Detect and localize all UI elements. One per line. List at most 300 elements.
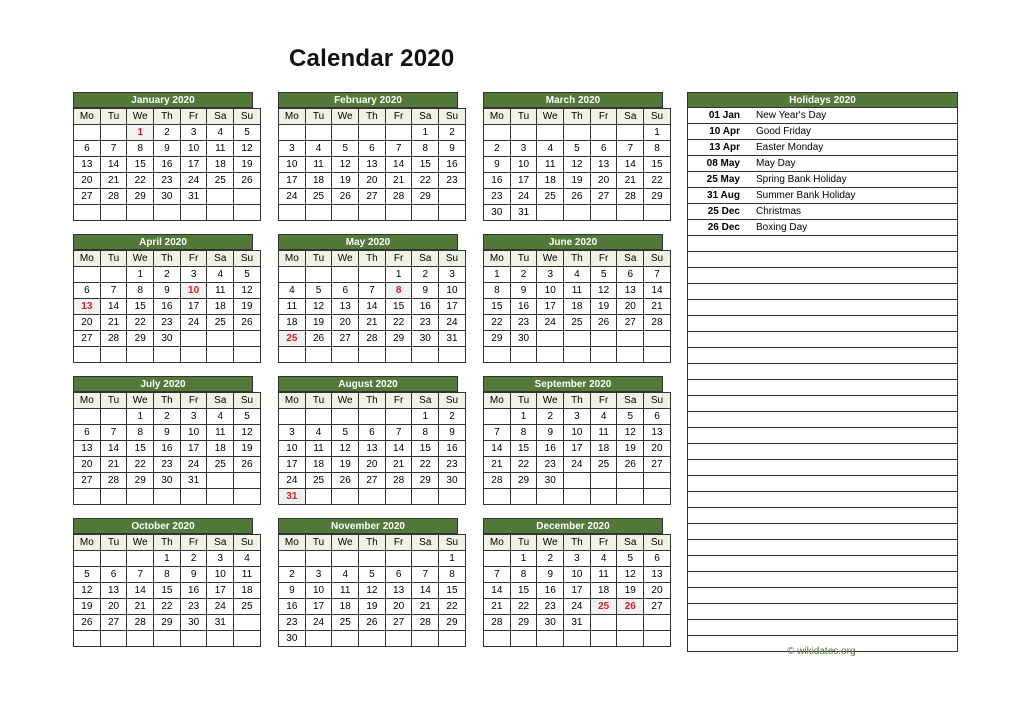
empty-day-cell: [74, 631, 101, 647]
weekday-label: Tu: [100, 393, 127, 409]
day-cell: 13: [590, 157, 617, 173]
blank-row: [688, 268, 958, 284]
empty-day-cell: [617, 489, 644, 505]
day-cell: 14: [385, 441, 412, 457]
day-cell: 16: [439, 157, 466, 173]
empty-day-cell: [617, 125, 644, 141]
weekday-label: We: [332, 109, 359, 125]
empty-day-cell: [537, 631, 564, 647]
empty-day-cell: [617, 631, 644, 647]
weekday-label: Fr: [385, 109, 412, 125]
day-cell: 13: [644, 425, 671, 441]
weekday-label: Fr: [180, 535, 207, 551]
weekday-header-row: [74, 393, 261, 409]
month-calendar: [483, 234, 663, 363]
empty-day-cell: [590, 331, 617, 347]
day-cell: 15: [127, 157, 154, 173]
day-cell: 6: [74, 141, 101, 157]
month-title: January 2020: [73, 92, 253, 108]
weekday-label: Su: [439, 393, 466, 409]
day-cell: 17: [279, 457, 306, 473]
day-cell: 3: [180, 125, 207, 141]
empty-day-cell: [332, 267, 359, 283]
week-row: [484, 599, 671, 615]
weekday-label: Th: [359, 109, 386, 125]
weekday-label: Su: [644, 393, 671, 409]
day-cell: 8: [412, 425, 439, 441]
empty-day-cell: [234, 331, 261, 347]
day-cell: 5: [332, 141, 359, 157]
day-cell: 2: [154, 409, 181, 425]
month-calendar: [278, 234, 458, 363]
day-cell: 20: [74, 457, 101, 473]
day-cell: 23: [484, 189, 511, 205]
week-row: [279, 599, 466, 615]
day-cell: 3: [564, 551, 591, 567]
weekday-label: Su: [439, 109, 466, 125]
holiday-date: 31 Aug: [688, 188, 757, 204]
weekday-label: Sa: [617, 535, 644, 551]
holiday-name: [756, 444, 958, 460]
day-cell: 7: [644, 267, 671, 283]
holiday-date: 26 Dec: [688, 220, 757, 236]
blank-row: [688, 588, 958, 604]
month-title: July 2020: [73, 376, 253, 392]
weekday-header-row: [74, 109, 261, 125]
month-grid: [73, 392, 261, 505]
week-row: [279, 267, 466, 283]
weekday-label: Th: [564, 535, 591, 551]
week-row: [484, 425, 671, 441]
holiday-name: [756, 252, 958, 268]
empty-day-cell: [412, 551, 439, 567]
day-cell: 25: [234, 599, 261, 615]
holiday-date: [688, 268, 757, 284]
weekday-header-row: [74, 251, 261, 267]
week-row: [484, 267, 671, 283]
holiday-name: [756, 380, 958, 396]
day-cell: 6: [617, 267, 644, 283]
empty-day-cell: [590, 205, 617, 221]
weekday-label: We: [537, 109, 564, 125]
day-cell: 28: [385, 473, 412, 489]
holiday-row: [688, 156, 958, 172]
empty-day-cell: [74, 551, 101, 567]
empty-day-cell: [74, 205, 101, 221]
week-row: [484, 315, 671, 331]
day-cell: 16: [154, 299, 181, 315]
empty-day-cell: [234, 473, 261, 489]
day-cell: 28: [412, 615, 439, 631]
weekday-label: Tu: [510, 535, 537, 551]
holiday-name: [756, 476, 958, 492]
day-cell: 9: [412, 283, 439, 299]
day-cell: 2: [180, 551, 207, 567]
day-cell: 4: [305, 141, 332, 157]
day-cell: 7: [385, 425, 412, 441]
day-cell: 31: [510, 205, 537, 221]
week-row: [279, 331, 466, 347]
weekday-label: We: [127, 251, 154, 267]
day-cell: 14: [100, 441, 127, 457]
day-cell: 16: [279, 599, 306, 615]
day-cell: 17: [305, 599, 332, 615]
empty-day-cell: [564, 631, 591, 647]
month-grid: [278, 250, 466, 363]
week-row: [484, 283, 671, 299]
holiday-name: [756, 300, 958, 316]
day-cell: 2: [537, 551, 564, 567]
empty-day-cell: [484, 347, 511, 363]
week-row: [484, 473, 671, 489]
weekday-label: Sa: [412, 393, 439, 409]
holiday-day-cell: 26: [617, 599, 644, 615]
empty-day-cell: [234, 189, 261, 205]
weekday-label: Th: [564, 251, 591, 267]
empty-day-cell: [412, 205, 439, 221]
week-row: [279, 441, 466, 457]
month-grid: [483, 250, 671, 363]
day-cell: 20: [644, 441, 671, 457]
holiday-name: [756, 348, 958, 364]
empty-day-cell: [332, 409, 359, 425]
empty-day-cell: [564, 473, 591, 489]
holiday-date: [688, 300, 757, 316]
holiday-date: [688, 460, 757, 476]
day-cell: 29: [127, 331, 154, 347]
day-cell: 25: [332, 615, 359, 631]
empty-day-cell: [644, 473, 671, 489]
day-cell: 21: [100, 457, 127, 473]
month-calendar: [73, 376, 253, 505]
empty-day-cell: [359, 409, 386, 425]
day-cell: 12: [617, 425, 644, 441]
day-cell: 22: [127, 173, 154, 189]
day-cell: 31: [180, 473, 207, 489]
day-cell: 25: [564, 315, 591, 331]
holiday-name: [756, 556, 958, 572]
day-cell: 12: [617, 567, 644, 583]
empty-day-cell: [359, 551, 386, 567]
week-row: [74, 441, 261, 457]
empty-day-cell: [234, 489, 261, 505]
day-cell: 29: [154, 615, 181, 631]
empty-day-cell: [100, 267, 127, 283]
day-cell: 12: [234, 283, 261, 299]
day-cell: 30: [537, 473, 564, 489]
day-cell: 23: [537, 599, 564, 615]
day-cell: 16: [484, 173, 511, 189]
holiday-name: [756, 508, 958, 524]
empty-day-cell: [412, 631, 439, 647]
day-cell: 28: [385, 189, 412, 205]
week-row: [279, 567, 466, 583]
day-cell: 14: [359, 299, 386, 315]
empty-day-cell: [100, 631, 127, 647]
blank-row: [688, 364, 958, 380]
day-cell: 1: [644, 125, 671, 141]
day-cell: 29: [484, 331, 511, 347]
day-cell: 26: [359, 615, 386, 631]
empty-day-cell: [617, 331, 644, 347]
empty-day-cell: [154, 205, 181, 221]
weekday-label: Su: [439, 251, 466, 267]
week-row: [279, 551, 466, 567]
day-cell: 4: [207, 267, 234, 283]
day-cell: 8: [412, 141, 439, 157]
blank-row: [688, 412, 958, 428]
blank-row: [688, 316, 958, 332]
day-cell: 25: [537, 189, 564, 205]
holiday-row: [688, 204, 958, 220]
week-row: [279, 409, 466, 425]
week-row: [74, 473, 261, 489]
weekday-label: We: [127, 393, 154, 409]
holiday-name: Boxing Day: [756, 220, 958, 236]
empty-day-cell: [234, 615, 261, 631]
day-cell: 14: [644, 283, 671, 299]
day-cell: 18: [279, 315, 306, 331]
month-title: August 2020: [278, 376, 458, 392]
holiday-name: [756, 412, 958, 428]
holiday-day-cell: 1: [127, 125, 154, 141]
weekday-label: We: [127, 535, 154, 551]
day-cell: 23: [412, 315, 439, 331]
day-cell: 7: [100, 141, 127, 157]
day-cell: 11: [207, 141, 234, 157]
day-cell: 30: [279, 631, 306, 647]
day-cell: 18: [537, 173, 564, 189]
day-cell: 7: [100, 425, 127, 441]
month-title: May 2020: [278, 234, 458, 250]
holidays-table: [687, 108, 958, 652]
holiday-name: Spring Bank Holiday: [756, 172, 958, 188]
day-cell: 28: [100, 189, 127, 205]
day-cell: 10: [439, 283, 466, 299]
day-cell: 21: [359, 315, 386, 331]
month-calendar: [73, 234, 253, 363]
empty-day-cell: [439, 205, 466, 221]
weekday-header-row: [279, 393, 466, 409]
day-cell: 15: [510, 583, 537, 599]
empty-day-cell: [127, 631, 154, 647]
weekday-header-row: [279, 251, 466, 267]
day-cell: 29: [412, 189, 439, 205]
day-cell: 4: [234, 551, 261, 567]
month-title: October 2020: [73, 518, 253, 534]
holiday-date: 10 Apr: [688, 124, 757, 140]
week-row: [484, 157, 671, 173]
empty-day-cell: [590, 473, 617, 489]
weekday-label: Su: [644, 251, 671, 267]
blank-row: [688, 428, 958, 444]
empty-day-cell: [305, 347, 332, 363]
empty-day-cell: [359, 631, 386, 647]
holiday-name: [756, 284, 958, 300]
day-cell: 5: [234, 409, 261, 425]
empty-day-cell: [412, 347, 439, 363]
week-row: [74, 299, 261, 315]
day-cell: 23: [439, 173, 466, 189]
day-cell: 21: [100, 173, 127, 189]
day-cell: 19: [359, 599, 386, 615]
weekday-label: We: [537, 393, 564, 409]
empty-day-cell: [385, 631, 412, 647]
day-cell: 21: [385, 457, 412, 473]
weekday-label: Fr: [385, 251, 412, 267]
day-cell: 12: [359, 583, 386, 599]
blank-row: [688, 380, 958, 396]
empty-day-cell: [644, 615, 671, 631]
day-cell: 20: [100, 599, 127, 615]
day-cell: 4: [590, 409, 617, 425]
day-cell: 11: [207, 425, 234, 441]
empty-day-cell: [305, 205, 332, 221]
weekday-label: Tu: [510, 251, 537, 267]
day-cell: 18: [564, 299, 591, 315]
day-cell: 5: [617, 409, 644, 425]
week-row: [484, 441, 671, 457]
day-cell: 1: [439, 551, 466, 567]
day-cell: 11: [305, 441, 332, 457]
weekday-label: Su: [234, 109, 261, 125]
empty-day-cell: [385, 347, 412, 363]
day-cell: 21: [484, 457, 511, 473]
day-cell: 14: [617, 157, 644, 173]
month-grid: [483, 534, 671, 647]
weekday-label: Sa: [207, 251, 234, 267]
holiday-name: May Day: [756, 156, 958, 172]
weekday-label: Fr: [180, 251, 207, 267]
day-cell: 9: [439, 141, 466, 157]
day-cell: 6: [74, 283, 101, 299]
month-grid: [278, 108, 466, 221]
holiday-date: 25 May: [688, 172, 757, 188]
holiday-date: 25 Dec: [688, 204, 757, 220]
weekday-label: We: [127, 109, 154, 125]
holiday-date: [688, 380, 757, 396]
weekday-label: Th: [564, 109, 591, 125]
day-cell: 29: [412, 473, 439, 489]
empty-day-cell: [412, 489, 439, 505]
day-cell: 9: [537, 567, 564, 583]
empty-day-cell: [590, 615, 617, 631]
weekday-header-row: [484, 251, 671, 267]
blank-row: [688, 444, 958, 460]
weekday-label: Sa: [617, 393, 644, 409]
day-cell: 11: [590, 425, 617, 441]
day-cell: 21: [617, 173, 644, 189]
day-cell: 11: [279, 299, 306, 315]
holiday-name: Christmas: [756, 204, 958, 220]
empty-day-cell: [305, 489, 332, 505]
day-cell: 27: [644, 599, 671, 615]
holiday-date: [688, 556, 757, 572]
day-cell: 27: [74, 331, 101, 347]
month-calendar: [73, 518, 253, 647]
week-row: [74, 331, 261, 347]
day-cell: 1: [412, 409, 439, 425]
day-cell: 19: [564, 173, 591, 189]
day-cell: 6: [644, 551, 671, 567]
month-calendar: [73, 92, 253, 221]
blank-row: [688, 556, 958, 572]
day-cell: 30: [484, 205, 511, 221]
day-cell: 14: [484, 441, 511, 457]
empty-day-cell: [644, 331, 671, 347]
holiday-name: [756, 572, 958, 588]
empty-day-cell: [537, 489, 564, 505]
day-cell: 9: [537, 425, 564, 441]
day-cell: 27: [359, 189, 386, 205]
day-cell: 22: [127, 457, 154, 473]
empty-day-cell: [359, 267, 386, 283]
day-cell: 28: [617, 189, 644, 205]
day-cell: 15: [644, 157, 671, 173]
day-cell: 11: [207, 283, 234, 299]
weekday-label: Sa: [412, 251, 439, 267]
day-cell: 20: [74, 173, 101, 189]
day-cell: 13: [359, 157, 386, 173]
day-cell: 12: [234, 141, 261, 157]
day-cell: 13: [332, 299, 359, 315]
day-cell: 5: [590, 267, 617, 283]
day-cell: 4: [564, 267, 591, 283]
day-cell: 11: [234, 567, 261, 583]
day-cell: 2: [154, 267, 181, 283]
day-cell: 10: [279, 441, 306, 457]
empty-day-cell: [180, 331, 207, 347]
day-cell: 11: [537, 157, 564, 173]
holiday-name: [756, 540, 958, 556]
day-cell: 1: [127, 409, 154, 425]
day-cell: 16: [537, 441, 564, 457]
day-cell: 21: [385, 173, 412, 189]
empty-day-cell: [359, 205, 386, 221]
empty-day-cell: [564, 331, 591, 347]
blank-row: [688, 236, 958, 252]
empty-day-cell: [332, 631, 359, 647]
holiday-date: [688, 316, 757, 332]
day-cell: 20: [74, 315, 101, 331]
day-cell: 21: [412, 599, 439, 615]
day-cell: 26: [332, 473, 359, 489]
week-row: [74, 615, 261, 631]
week-row: [279, 283, 466, 299]
empty-day-cell: [590, 631, 617, 647]
empty-day-cell: [180, 347, 207, 363]
weekday-label: Sa: [412, 109, 439, 125]
day-cell: 26: [617, 457, 644, 473]
day-cell: 26: [234, 315, 261, 331]
day-cell: 25: [207, 457, 234, 473]
empty-day-cell: [484, 631, 511, 647]
day-cell: 25: [305, 473, 332, 489]
holiday-date: [688, 588, 757, 604]
day-cell: 25: [207, 315, 234, 331]
day-cell: 1: [484, 267, 511, 283]
day-cell: 5: [74, 567, 101, 583]
day-cell: 29: [439, 615, 466, 631]
weekday-label: Mo: [279, 393, 306, 409]
weekday-header-row: [484, 109, 671, 125]
day-cell: 26: [234, 173, 261, 189]
day-cell: 6: [359, 141, 386, 157]
weekday-label: Tu: [100, 251, 127, 267]
blank-row: [688, 252, 958, 268]
day-cell: 24: [305, 615, 332, 631]
day-cell: 6: [385, 567, 412, 583]
